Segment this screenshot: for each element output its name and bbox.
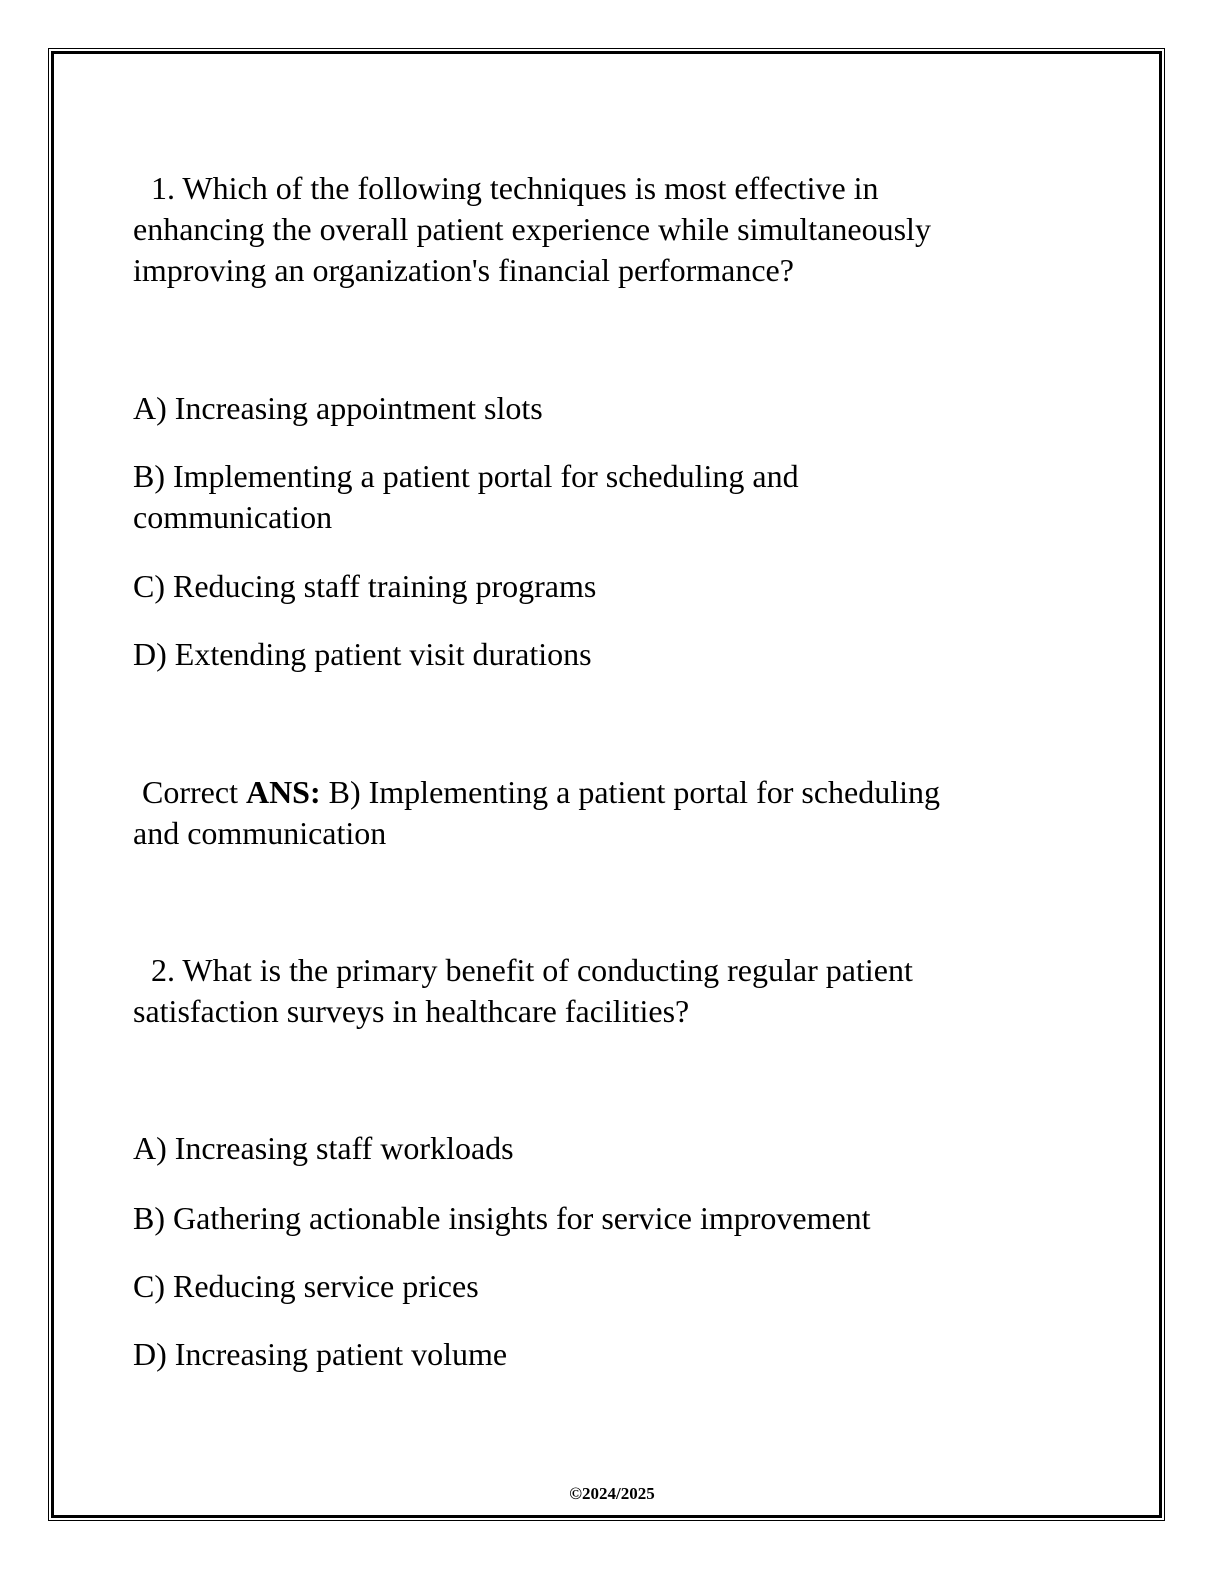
- question-1-text-line-2: enhancing the overall patient experience while simultaneously: [133, 211, 931, 247]
- answer-label: ANS:: [245, 774, 321, 810]
- answer-text: B) Implementing a patient portal for scheduling: [320, 774, 941, 810]
- question-2-text-line-2: satisfaction surveys in healthcare facilities?: [133, 993, 690, 1029]
- question-2-text-line-1: 2. What is the primary benefit of conducting regular patient: [151, 952, 913, 988]
- footer-copyright: ©2024/2025: [569, 1484, 655, 1503]
- answer-prefix: Correct: [142, 774, 246, 810]
- question-1-option-d: D) Extending patient visit durations: [133, 636, 592, 672]
- question-1-answer-line-2: and communication: [133, 815, 387, 851]
- question-1-option-b-line-1: B) Implementing a patient portal for scheduling and: [133, 458, 799, 494]
- question-1-text-line-1: 1. Which of the following techniques is most effective in: [151, 170, 879, 206]
- question-2-option-b: B) Gathering actionable insights for service improvement: [133, 1200, 871, 1236]
- question-1-option-a: A) Increasing appointment slots: [133, 390, 543, 426]
- question-2-option-c: C) Reducing service prices: [133, 1268, 479, 1304]
- question-2-option-a: A) Increasing staff workloads: [133, 1130, 514, 1166]
- question-1-option-b-line-2: communication: [133, 499, 333, 535]
- question-1-option-c: C) Reducing staff training programs: [133, 568, 597, 604]
- question-2-option-d: D) Increasing patient volume: [133, 1336, 508, 1372]
- question-1-text-line-3: improving an organization's financial performance?: [133, 252, 794, 288]
- question-1-answer-line-1: [142, 772, 940, 813]
